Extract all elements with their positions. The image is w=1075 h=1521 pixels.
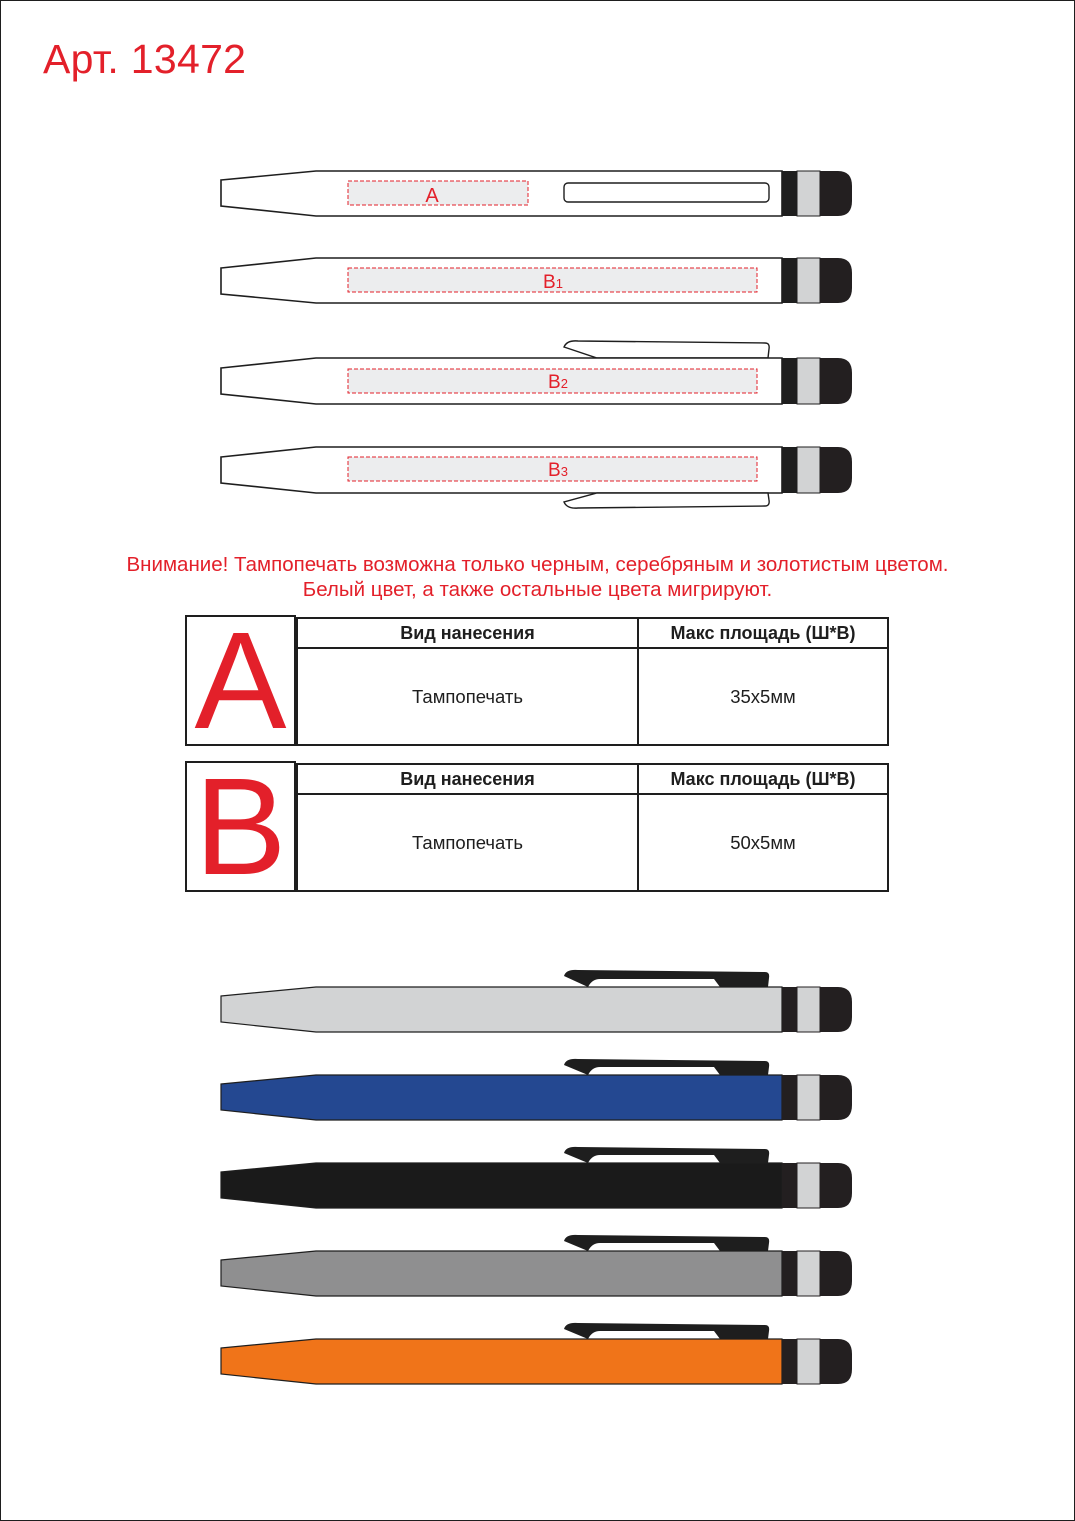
- zone-label-b3: B3: [548, 460, 568, 481]
- spec-letter-b: B: [185, 761, 296, 892]
- spec-letter-a: A: [185, 615, 296, 746]
- zone-label-b1: B1: [543, 272, 563, 293]
- method-header-a: Вид нанесения: [296, 617, 639, 649]
- area-value-a: 35x5мм: [637, 647, 889, 746]
- warning-line-2: Белый цвет, а также остальные цвета мигрируют.: [302, 578, 773, 601]
- method-header-b: Вид нанесения: [296, 763, 639, 795]
- pen-variant-black: [221, 1147, 852, 1208]
- pen-variant-gray: [221, 1235, 852, 1296]
- zone-label-b2: B2: [548, 372, 568, 393]
- method-value-a: Тампопечать: [296, 647, 639, 746]
- warning-line-1: Внимание! Тампопечать возможна только черным, серебряным и золотистым цветом.: [126, 553, 949, 576]
- area-value-b: 50x5мм: [637, 793, 889, 892]
- pen-variant-blue: [221, 1059, 852, 1120]
- article-title: Арт. 13472: [43, 36, 247, 82]
- zone-label-a: A: [425, 185, 439, 207]
- pen-variant-silver: [221, 970, 852, 1032]
- method-value-b: Тампопечать: [296, 793, 639, 892]
- pen-variant-orange: [221, 1323, 852, 1384]
- area-header-a: Макс площадь (Ш*В): [637, 617, 889, 649]
- area-header-b: Макс площадь (Ш*В): [637, 763, 889, 795]
